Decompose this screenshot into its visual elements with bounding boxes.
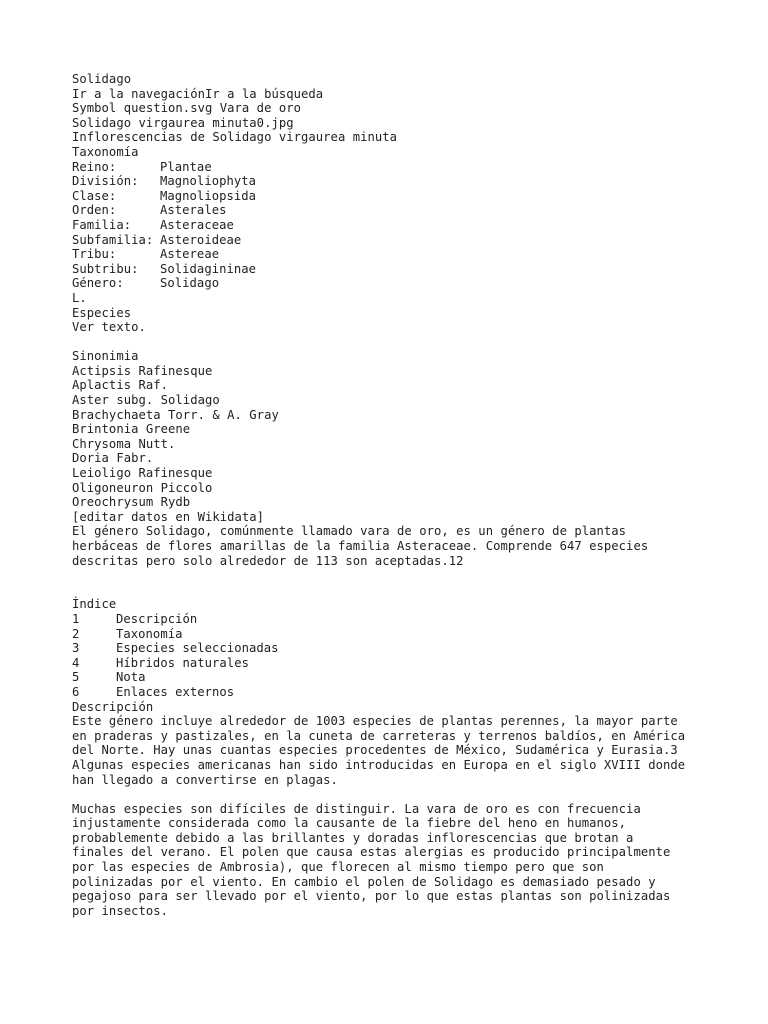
- taxonomy-value[interactable]: Asteroideae: [160, 232, 242, 247]
- taxonomy-value[interactable]: Magnoliopsida: [160, 188, 257, 203]
- taxonomy-key: Orden:: [72, 203, 117, 218]
- paragraph-line: del Norte. Hay unas cuantas especies procedentes de México, Sudamérica y Eurasia.3: [72, 743, 678, 758]
- taxonomy-key: Reino:: [72, 159, 117, 174]
- paragraph-line: pegajoso para ser llevado por el viento, por lo que estas plantas son polinizadas: [72, 889, 671, 904]
- list-item[interactable]: Aster subg. Solidago: [72, 393, 220, 408]
- paragraph-line: probablemente debido a las brillantes y doradas inflorescencias que brotan a: [72, 830, 634, 845]
- paragraph-line: polinizadas por el viento. En cambio el polen de Solidago es demasiado pesado y: [72, 874, 656, 889]
- document-body: [72, 72, 732, 918]
- taxonomy-row: [72, 276, 732, 291]
- list-item[interactable]: Leioligo Rafinesque: [72, 466, 213, 481]
- taxonomy-value[interactable]: Asterales: [160, 203, 227, 218]
- paragraph-line: Algunas especies americanas han sido introducidas en Europa en el siglo XVIII donde: [72, 757, 686, 772]
- taxonomy-value[interactable]: Plantae: [160, 159, 212, 174]
- list-item[interactable]: Aplactis Raf.: [72, 378, 169, 393]
- taxonomy-heading: Taxonomía: [72, 144, 139, 159]
- toc-number: 6: [72, 684, 80, 699]
- toc-number: 4: [72, 655, 80, 670]
- toc-number: 2: [72, 626, 80, 641]
- taxonomy-row: [72, 262, 732, 277]
- paragraph-line: han llegado a convertirse en plagas.: [72, 772, 338, 787]
- species-text[interactable]: Ver texto.: [72, 320, 146, 335]
- paragraph-line: por las especies de Ambrosia), que florecen al mismo tiempo pero que son: [72, 860, 604, 875]
- image-file-name[interactable]: Solidago virgaurea minuta0.jpg: [72, 115, 294, 130]
- list-item[interactable]: Actipsis Rafinesque: [72, 363, 213, 378]
- table-of-contents: [72, 612, 732, 700]
- page-title: Solidago: [72, 72, 132, 86]
- taxonomy-key: Subfamilia:: [72, 232, 154, 247]
- toc-number: 1: [72, 611, 80, 626]
- taxonomy-value[interactable]: Astereae: [160, 247, 220, 262]
- toc-label[interactable]: Nota: [116, 670, 146, 685]
- list-item[interactable]: Brintonia Greene: [72, 422, 191, 437]
- taxonomy-key: Tribu:: [72, 247, 117, 262]
- paragraph-line: por insectos.: [72, 903, 169, 918]
- spacer: [72, 787, 732, 802]
- taxonomy-key: Género:: [72, 276, 124, 291]
- list-item[interactable]: Oreochrysum Rydb: [72, 495, 191, 510]
- list-item[interactable]: Chrysoma Nutt.: [72, 436, 176, 451]
- species-heading: Especies: [72, 305, 132, 320]
- taxonomy-value[interactable]: Asteraceae: [160, 217, 234, 232]
- intro-paragraph: [72, 524, 732, 568]
- symbol-line: Symbol question.svg Vara de oro: [72, 101, 302, 116]
- list-item[interactable]: Brachychaeta Torr. & A. Gray: [72, 407, 279, 422]
- toc-label[interactable]: Taxonomía: [116, 626, 183, 641]
- taxonomy-row: [72, 218, 732, 233]
- taxonomy-value[interactable]: Solidagininae: [160, 261, 257, 276]
- synonym-list: [72, 364, 732, 510]
- taxonomy-value[interactable]: Solidago: [160, 276, 220, 291]
- paragraph-line: Muchas especies son difíciles de distinguir. La vara de oro es con frecuencia: [72, 801, 641, 816]
- paragraph-line: finales del verano. El polen que causa estas alergias es producido principalmente: [72, 845, 671, 860]
- toc-number: 5: [72, 670, 80, 685]
- image-caption: Inflorescencias de Solidago virgaurea minuta: [72, 130, 398, 145]
- taxonomy-key: División:: [72, 174, 139, 189]
- taxonomy-key: Clase:: [72, 188, 117, 203]
- toc-item[interactable]: [72, 670, 732, 685]
- description-paragraph-2: [72, 802, 732, 919]
- paragraph-line: El género Solidago, comúnmente llamado vara de oro, es un género de plantas: [72, 524, 627, 539]
- taxonomy-row: [72, 174, 732, 189]
- taxonomy-row: [72, 233, 732, 248]
- toc-item[interactable]: [72, 685, 732, 700]
- toc-item[interactable]: [72, 641, 732, 656]
- paragraph-line: herbáceas de flores amarillas de la familia Asteraceae. Comprende 647 especies: [72, 539, 649, 553]
- taxonomy-key: Familia:: [72, 217, 132, 232]
- taxonomy-key: Subtribu:: [72, 261, 139, 276]
- index-heading: Índice: [72, 597, 117, 612]
- paragraph-line: en praderas y pastizales, en la cuneta de carreteras y terrenos baldíos, en América: [72, 728, 686, 743]
- toc-label[interactable]: Híbridos naturales: [116, 655, 249, 670]
- taxonomy-row: [72, 203, 732, 218]
- paragraph-line: descritas pero solo alrededor de 113 son aceptadas.12: [72, 553, 464, 568]
- toc-number: 3: [72, 641, 80, 656]
- description-paragraph-1: [72, 714, 732, 787]
- edit-wikidata-link[interactable]: [editar datos en Wikidata]: [72, 509, 265, 524]
- synonymy-heading: Sinonimia: [72, 349, 139, 364]
- paragraph-line: Este género incluye alrededor de 1003 especies de plantas perennes, la mayor parte: [72, 714, 678, 729]
- toc-label[interactable]: Especies seleccionadas: [116, 641, 279, 656]
- list-item[interactable]: Oligoneuron Piccolo: [72, 480, 213, 495]
- taxonomy-value[interactable]: Magnoliophyta: [160, 174, 257, 189]
- toc-label[interactable]: Descripción: [116, 611, 198, 626]
- description-heading: Descripción: [72, 699, 154, 714]
- taxonomy-authority[interactable]: L.: [72, 290, 87, 305]
- paragraph-line: injustamente considerada como la causante de la fiebre del heno en humanos,: [72, 816, 627, 831]
- toc-item[interactable]: [72, 627, 732, 642]
- taxonomy-row: [72, 247, 732, 262]
- taxonomy-table: [72, 160, 732, 291]
- spacer: [72, 335, 732, 350]
- toc-item[interactable]: [72, 656, 732, 671]
- toc-label[interactable]: Enlaces externos: [116, 684, 235, 699]
- spacer: [72, 568, 732, 597]
- taxonomy-row: [72, 160, 732, 175]
- list-item[interactable]: Doria Fabr.: [72, 451, 154, 466]
- toc-item[interactable]: [72, 612, 732, 627]
- skip-navigation-links[interactable]: Ir a la navegaciónIr a la búsqueda: [72, 86, 324, 101]
- taxonomy-row: [72, 189, 732, 204]
